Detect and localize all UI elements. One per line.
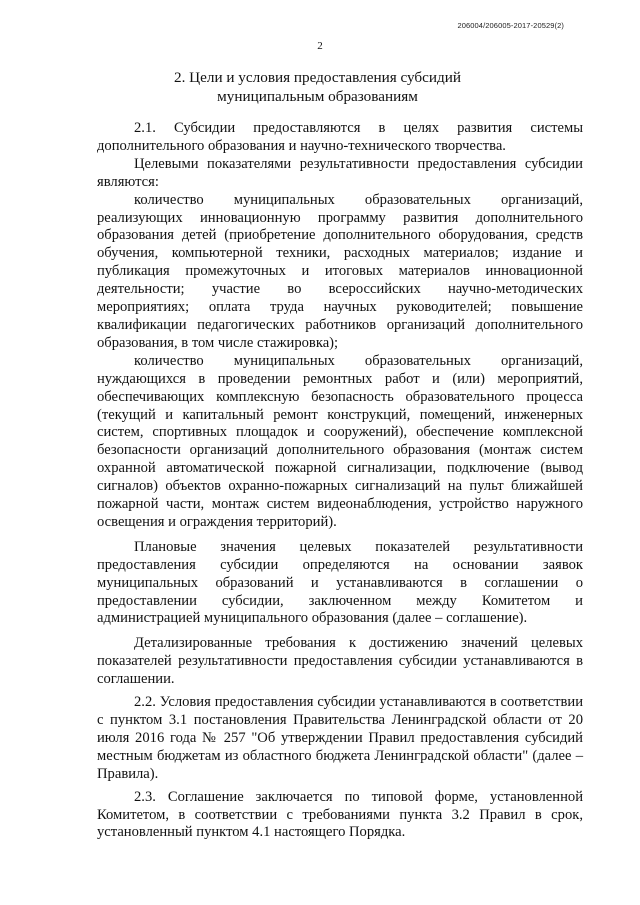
- section-heading: [95, 68, 540, 106]
- document-body: [97, 120, 583, 842]
- paragraph-detailed-requirements: Детализированные требования к достижению значений целевых показателей результативности предоставления субсидии устанавливаются в соглашении.: [97, 635, 583, 688]
- paragraph-indicator-repair-safety: количество муниципальных образовательных организаций, нуждающихся в проведении ремонтных работ и (или) мероприятий, обеспечивающих комплексную безопасность образовательного процесса (текущий и капитальный ремонт конструкций, помещений, инженерных систем, спортивных площадок и сооружений), обеспечение комплексной безопасности организаций дополнительного образования (монтаж систем охранной автоматической пожарной сигнализации, подключение (вывод сигналов) объектов охранно-пожарных сигнализаций на пульт ближайшей пожарной части, монтаж систем видеонаблюдения, устройство наружного освещения и ограждения территорий).: [97, 352, 583, 530]
- section-title-line1: 2. Цели и условия предоставления субсидий: [173, 69, 462, 86]
- page-number: 2: [317, 40, 323, 52]
- document-code: 206004/206005-2017-20529(2): [457, 21, 564, 30]
- paragraph-2-1: 2.1. Субсидии предоставляются в целях развития системы дополнительного образования и научно-технического творчества.: [97, 120, 583, 154]
- paragraph-planned-values: Плановые значения целевых показателей результативности предоставления субсидии определяются на основании заявок муниципальных образований и устанавливаются в соглашении о предоставлении субсидии, заключенном между Комитетом и администрацией муниципального образования (далее – соглашение).: [97, 538, 583, 627]
- paragraph-2-2: 2.2. Условия предоставления субсидии устанавливаются в соответствии с пунктом 3.1 постановления Правительства Ленинградской области от 20 июля 2016 года № 257 "Об утверждении Правил предоставления субсидий местным бюджетам из областного бюджета Ленинградской области" (далее – Правила).: [97, 694, 583, 782]
- paragraph-2-3: 2.3. Соглашение заключается по типовой форме, установленной Комитетом, в соответствии с требованиями пункта 3.2 Правил в срок, установленный пунктом 4.1 настоящего Порядка.: [97, 788, 583, 841]
- paragraph-indicator-innovation: количество муниципальных образовательных организаций, реализующих инновационную программу развития дополнительного образования детей (приобретение дополнительного оборудования, средств обучения, компьютерной техники, расходных материалов; издание и публикация промежуточных и итоговых материалов инновационной деятельности; участие во всероссийских научно-методических мероприятиях; оплата труда научных руководителей; повышение квалификации педагогических работников организаций дополнительного образования, в том числе стажировка);: [97, 191, 583, 351]
- paragraph-indicators-intro: Целевыми показателями результативности предоставления субсидии являются:: [97, 155, 583, 190]
- section-title-line2: муниципальным образованиям: [217, 88, 418, 105]
